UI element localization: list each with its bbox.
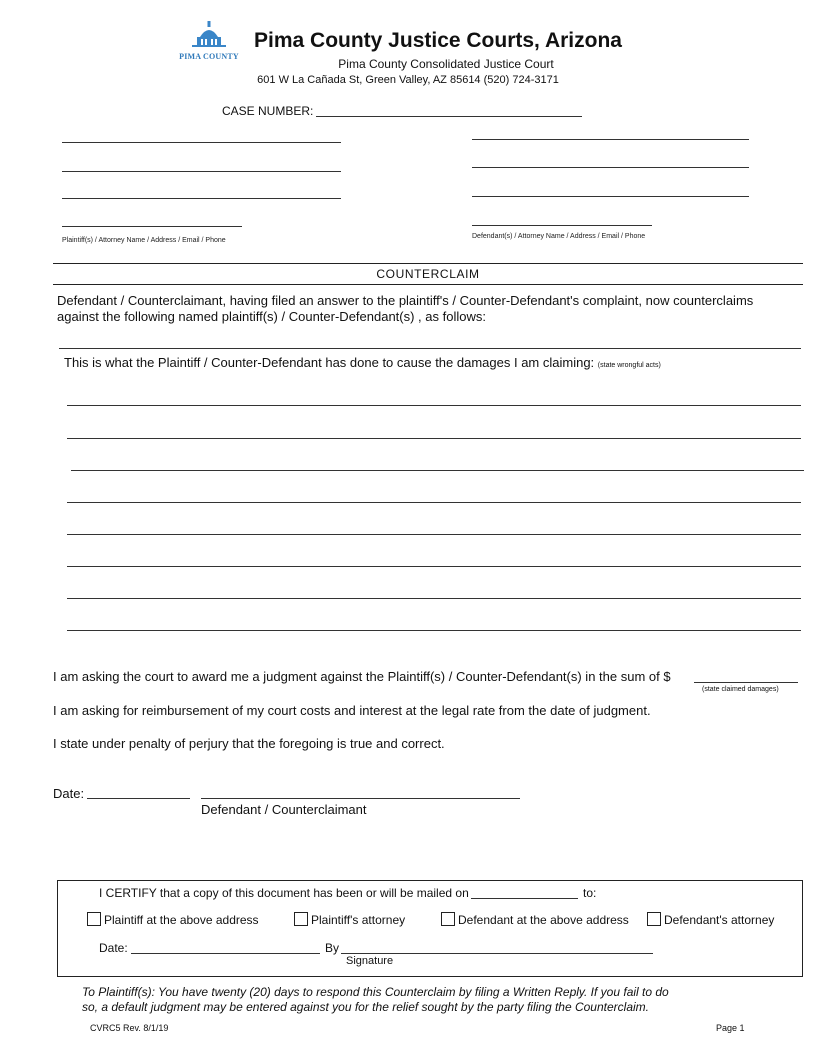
mailing-date-field[interactable] bbox=[471, 898, 578, 899]
date-field[interactable] bbox=[87, 798, 190, 799]
defendant-line-3[interactable] bbox=[472, 196, 749, 197]
intro-line-2: against the following named plaintiff(s) / Counter-Defendant(s) , as follows: bbox=[57, 309, 486, 324]
case-number-label: CASE NUMBER: bbox=[222, 104, 314, 118]
judgment-text: I am asking the court to award me a judgment against the Plaintiff(s) / Counter-Defendant(s) in the sum of $ bbox=[53, 669, 671, 684]
certificate-by-label: By bbox=[325, 941, 340, 955]
wrongful-acts-line[interactable] bbox=[67, 534, 801, 535]
checkbox[interactable] bbox=[647, 912, 661, 926]
rule-bottom bbox=[53, 284, 803, 285]
logo-text: PIMA COUNTY bbox=[179, 52, 239, 61]
case-number-field[interactable] bbox=[316, 116, 582, 117]
option-label: Plaintiff's attorney bbox=[311, 913, 406, 927]
defendant-line-1[interactable] bbox=[472, 139, 749, 140]
option-label: Plaintiff at the above address bbox=[104, 913, 259, 927]
notice-line-2: so, a default judgment may be entered against you for the relief sought by the party filing the Counterclaim. bbox=[82, 1000, 649, 1014]
certificate-date-label: Date: bbox=[99, 941, 128, 955]
county-logo bbox=[176, 20, 242, 61]
plaintiff-line-2[interactable] bbox=[62, 171, 341, 172]
wrongful-acts-hint: (state wrongful acts) bbox=[597, 362, 661, 369]
defendant-caption: Defendant(s) / Attorney Name / Address / Email / Phone bbox=[472, 233, 646, 240]
checkbox[interactable] bbox=[441, 912, 455, 926]
wrongful-acts-label bbox=[64, 355, 661, 370]
option-defendant-address[interactable] bbox=[441, 912, 629, 927]
reimbursement-text: I am asking for reimbursement of my court costs and interest at the legal rate from the date of judgment. bbox=[53, 703, 651, 718]
option-defendant-attorney[interactable] bbox=[647, 912, 774, 927]
courthouse-icon bbox=[176, 20, 242, 48]
wrongful-acts-line[interactable] bbox=[67, 502, 801, 503]
defendant-signature-field[interactable] bbox=[201, 798, 520, 799]
form-heading: COUNTERCLAIM bbox=[376, 267, 480, 281]
form-code: CVRC5 Rev. 8/1/19 bbox=[90, 1023, 169, 1033]
wrongful-acts-line[interactable] bbox=[71, 470, 804, 471]
damages-amount-field[interactable] bbox=[694, 682, 798, 683]
plaintiff-line-1[interactable] bbox=[62, 142, 341, 143]
damages-hint: (state claimed damages) bbox=[702, 686, 779, 693]
checkbox[interactable] bbox=[294, 912, 308, 926]
option-label: Defendant at the above address bbox=[458, 913, 629, 927]
wrongful-acts-line[interactable] bbox=[67, 438, 801, 439]
intro-line-1: Defendant / Counterclaimant, having filed an answer to the plaintiff's / Counter-Defendant's complaint, now counterclaims bbox=[57, 293, 754, 308]
wrongful-acts-line[interactable] bbox=[67, 405, 801, 406]
certificate-signature-label: Signature bbox=[346, 955, 394, 967]
plaintiff-line-4[interactable] bbox=[62, 226, 242, 227]
wrongful-acts-line[interactable] bbox=[67, 598, 801, 599]
page-number: Page 1 bbox=[716, 1023, 745, 1033]
court-title: Pima County Justice Courts, Arizona bbox=[254, 29, 622, 52]
defendant-line-4[interactable] bbox=[472, 225, 652, 226]
certificate-date-field[interactable] bbox=[131, 953, 320, 954]
court-subtitle: Pima County Consolidated Justice Court bbox=[338, 57, 554, 71]
wrongful-acts-line[interactable] bbox=[67, 630, 801, 631]
wrongful-acts-text: This is what the Plaintiff / Counter-Defendant has done to cause the damages I am claiming: bbox=[64, 355, 595, 370]
court-address: 601 W La Cañada St, Green Valley, AZ 85614 (520) 724-3171 bbox=[257, 74, 559, 86]
option-plaintiff-address[interactable] bbox=[87, 912, 259, 927]
rule-top bbox=[53, 263, 803, 264]
perjury-text: I state under penalty of perjury that the foregoing is true and correct. bbox=[53, 736, 445, 751]
option-label: Defendant's attorney bbox=[664, 913, 775, 927]
option-plaintiff-attorney[interactable] bbox=[294, 912, 405, 927]
signature-caption: Defendant / Counterclaimant bbox=[201, 802, 367, 817]
plaintiff-line-3[interactable] bbox=[62, 198, 341, 199]
defendant-line-2[interactable] bbox=[472, 167, 749, 168]
plaintiff-caption: Plaintiff(s) / Attorney Name / Address / Email / Phone bbox=[62, 237, 226, 244]
certificate-statement: I CERTIFY that a copy of this document has been or will be mailed on bbox=[99, 886, 469, 900]
notice-line-1: To Plaintiff(s): You have twenty (20) days to respond this Counterclaim by filing a Written Reply. If you fail to do bbox=[82, 985, 669, 999]
date-label: Date: bbox=[53, 786, 85, 801]
wrongful-acts-line[interactable] bbox=[67, 566, 801, 567]
counter-defendants-line[interactable] bbox=[59, 348, 801, 349]
checkbox[interactable] bbox=[87, 912, 101, 926]
certificate-signature-field[interactable] bbox=[341, 953, 653, 954]
certificate-to-label: to: bbox=[583, 886, 597, 900]
